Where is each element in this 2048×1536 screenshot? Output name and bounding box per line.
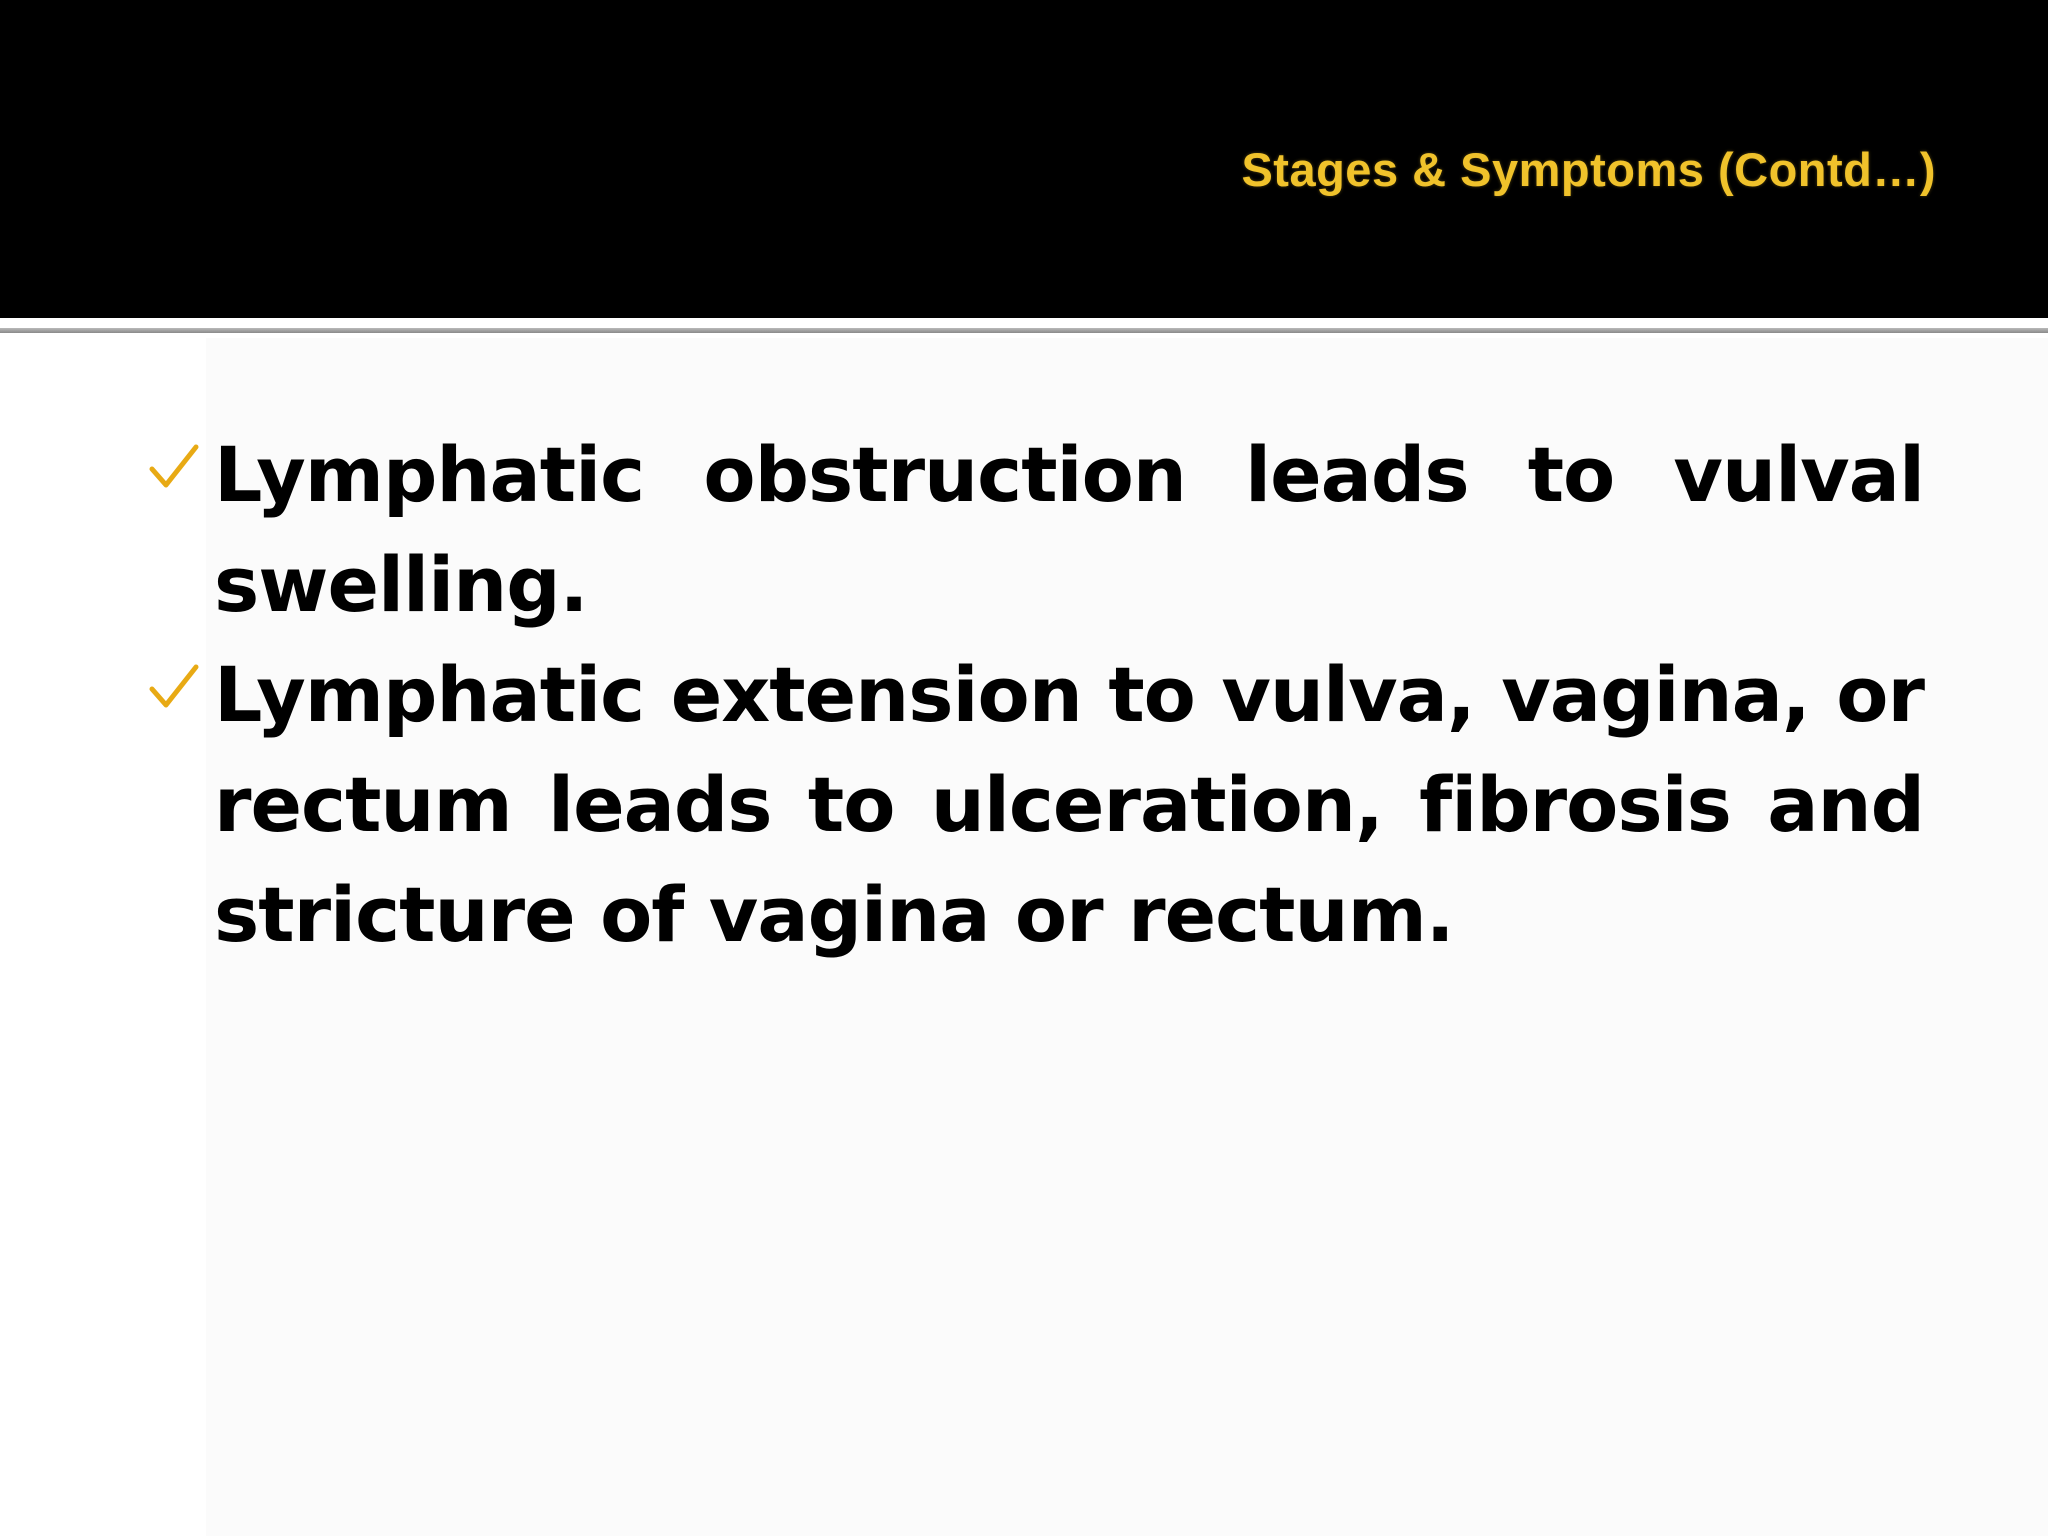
- slide-title: Stages & Symptoms (Contd…): [1241, 143, 1936, 196]
- bullet-text: Lymphatic obstruction leads to vulval swelling.: [214, 430, 1924, 629]
- checkmark-icon: [146, 439, 202, 495]
- title-divider: [0, 328, 2048, 333]
- checkmark-icon: [146, 659, 202, 715]
- bullet-list: [140, 420, 1924, 970]
- list-item: [140, 420, 1924, 640]
- list-item: [140, 640, 1924, 970]
- title-bar: [0, 0, 2048, 318]
- bullet-text: Lymphatic extension to vulva, vagina, or rectum leads to ulceration, fibrosis and stricture of vagina or rectum.: [214, 650, 1924, 959]
